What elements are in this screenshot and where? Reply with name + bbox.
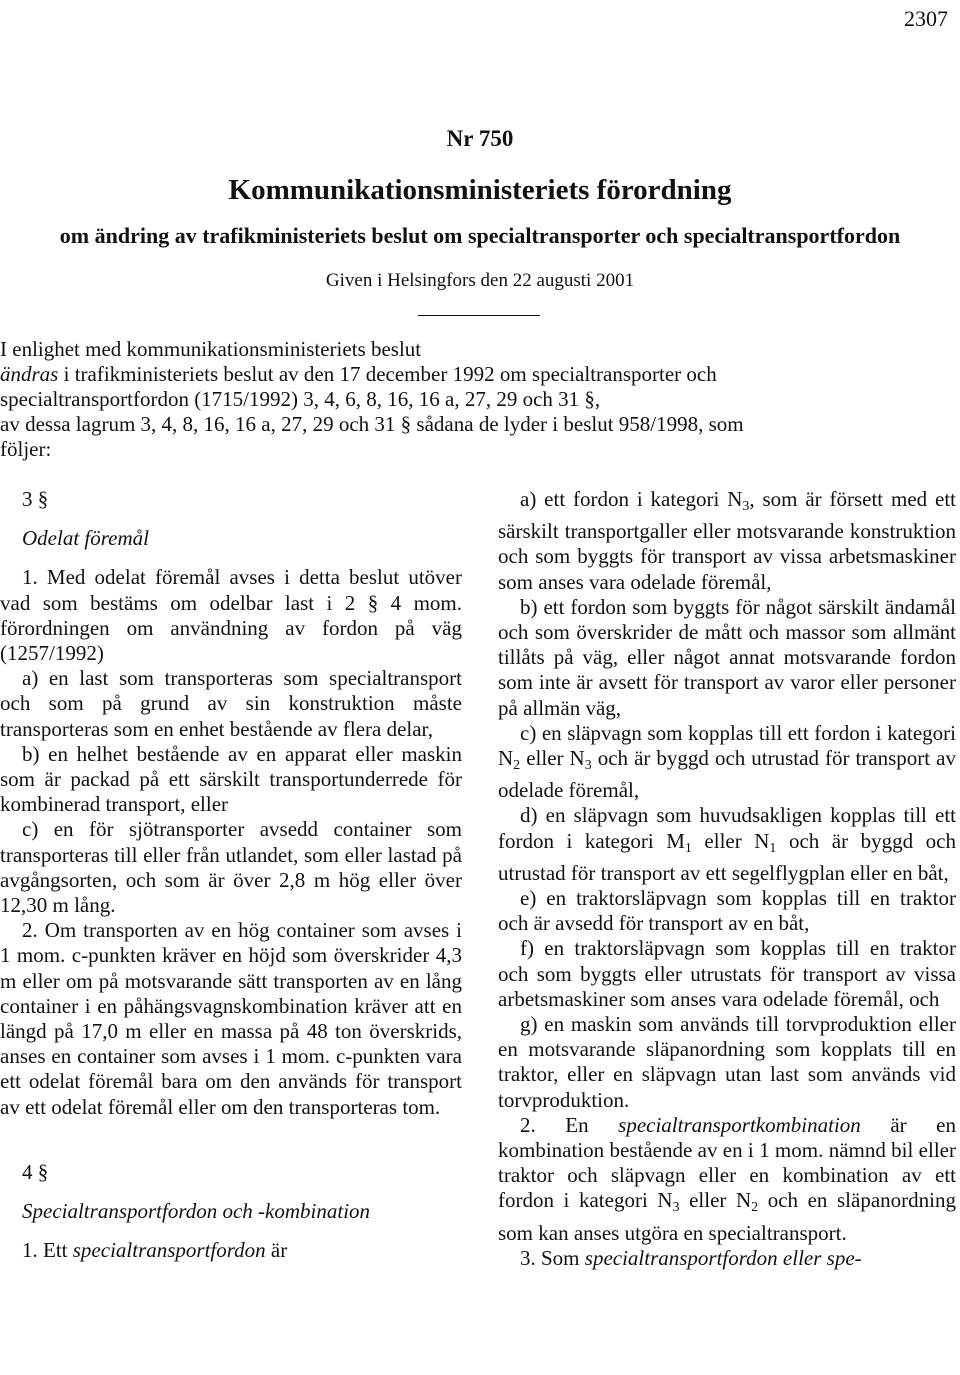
decree-number: Nr 750 (446, 126, 514, 151)
preamble (0, 337, 960, 462)
section-4-heading: 4 § (22, 1159, 49, 1184)
given-line: Given i Helsingfors den 22 augusti 2001 (325, 270, 635, 291)
paragraph: b) en helhet bestående av en apparat eller maskin som är packad på ett särskilt transportunderrede för kombinerad transport, eller (0, 741, 462, 817)
item-text: eller N (520, 746, 585, 771)
separator-rule (418, 315, 540, 316)
document-title: Kommunikationsministeriets förordning (228, 174, 732, 206)
paragraph-text: är (265, 1238, 288, 1263)
term-emphasis: specialtransportfordon eller spe- (584, 1245, 862, 1270)
list-item (498, 721, 956, 804)
preamble-line: av dessa lagrum 3, 4, 8, 16, 16 a, 27, 29 och 31 § sådana de lyder i beslut 958/1998, som (0, 412, 744, 436)
section-3-heading: 3 § (22, 487, 49, 511)
preamble-line: I enlighet med kommunikationsministeriets beslut (0, 337, 422, 361)
paragraph-text: eller N (679, 1188, 752, 1213)
section-4-title: Specialtransportfordon och -kombination (22, 1199, 371, 1224)
item-text: a) ett fordon i kategori N (520, 487, 743, 511)
subscript: 1 (769, 840, 777, 856)
paragraph: 1. Med odelat föremål avses i detta beslut utöver vad som bestäms om odelbar last i 2 § 4 mom. förordningen om användning av fordon på väg (1257/1992) (0, 565, 462, 666)
paragraph (0, 1238, 462, 1263)
preamble-line: följer: (0, 437, 52, 461)
paragraph (498, 1246, 956, 1271)
item-text: c) en släpvagn som kopplas till ett fordon i kategori N (498, 720, 956, 771)
subscript: 3 (742, 499, 750, 514)
item-text: eller N (691, 828, 770, 853)
preamble-text: i trafikministeriets beslut av den 17 december 1992 om specialtransporter och (58, 362, 717, 386)
paragraph-text: är en kombination bestående av en i 1 mom. nämnd bil eller traktor och släpvagn eller en kombination av ett fordon i kategori N (498, 1112, 957, 1213)
item-text: och är byggd och utrustad för transport av ett segelflygplan eller en båt, (498, 828, 956, 885)
list-item (498, 803, 956, 886)
paragraph: 2. Om transporten av en hög container som avses i 1 mom. c-punkten kräver en höjd som överskrider 4,3 m eller om på motsvarande sätt transporten av en lång container i en påhängsvagnskombination kräver att en längd på 17,0 m eller en massa på 48 ton överskrids, anses en container som avses i 1 mom. c-punkten vara ett odelat föremål bara om den används för transport av ett odelat föremål eller om den transporteras tom. (0, 918, 462, 1119)
list-item (498, 487, 956, 595)
paragraph-text: och en släpanordning som kan anses utgöra en specialtransport. (498, 1188, 956, 1245)
term-emphasis: specialtransportkombination (618, 1112, 861, 1137)
preamble-line (0, 362, 960, 387)
subscript: 2 (751, 1200, 759, 1216)
paragraph-text: 2. En (520, 1112, 619, 1137)
item-text: och är byggd och utrustad för transport av odelade föremål, (498, 746, 956, 803)
list-item: g) en maskin som används till torvproduktion eller en motsvarande släpanordning som kopplats till en traktor, eller en släpvagn utan last som används vid torvproduktion. (498, 1012, 956, 1112)
subscript: 1 (684, 840, 692, 856)
item-text: d) en släpvagn som huvudsakligen kopplas till ett fordon i kategori M (498, 803, 956, 853)
subscript: 3 (584, 758, 592, 774)
subscript: 3 (672, 1200, 680, 1216)
term-emphasis: specialtransportfordon (72, 1238, 266, 1263)
paragraph: c) en för sjötransporter avsedd container som transporteras till eller från utlandet, som eller lastad på avgångsorten, och som är över 2,8 m hög eller över 12,30 m lång. (0, 817, 462, 918)
document-subtitle: om ändring av trafikministeriets beslut om specialtransporter och specialtransportfordon (59, 223, 901, 248)
item-text: , som är försett med ett särskilt transportgaller eller motsvarande konstruktion och som byggts för transport av vissa arbetsmaskiner som anses vara odelade föremål, (498, 487, 956, 594)
list-item: f) en traktorsläpvagn som kopplas till en traktor och som byggts eller utrustats för transport av vissa arbetsmaskiner som anses vara odelade föremål, och (498, 936, 956, 1011)
page-number: 2307 (904, 6, 948, 31)
list-item: b) ett fordon som byggts för något särskilt ändamål och som överskrider de mått och massor som allmänt tillåts på väg, eller något annat motsvarande fordon som inte är avsett för transport av varor eller personer på allmän väg, (498, 594, 956, 720)
list-item: e) en traktorsläpvagn som kopplas till en traktor och är avsedd för transport av en båt, (498, 886, 956, 936)
paragraph: a) en last som transporteras som specialtransport och som på grund av sin konstruktion måste transporteras som en enhet bestående av flera delar, (0, 666, 462, 741)
left-column (0, 487, 462, 1263)
subscript: 2 (513, 758, 521, 774)
preamble-line: specialtransportfordon (1715/1992) 3, 4, 6, 8, 16, 16 a, 27, 29 och 31 §, (0, 387, 601, 411)
right-column (498, 487, 956, 1271)
preamble-emphasis: ändras (0, 362, 59, 386)
paragraph (498, 1113, 956, 1246)
paragraph-text: 3. Som (520, 1245, 585, 1270)
paragraph-text: 1. Ett (22, 1238, 73, 1263)
section-3-title: Odelat föremål (22, 526, 149, 551)
